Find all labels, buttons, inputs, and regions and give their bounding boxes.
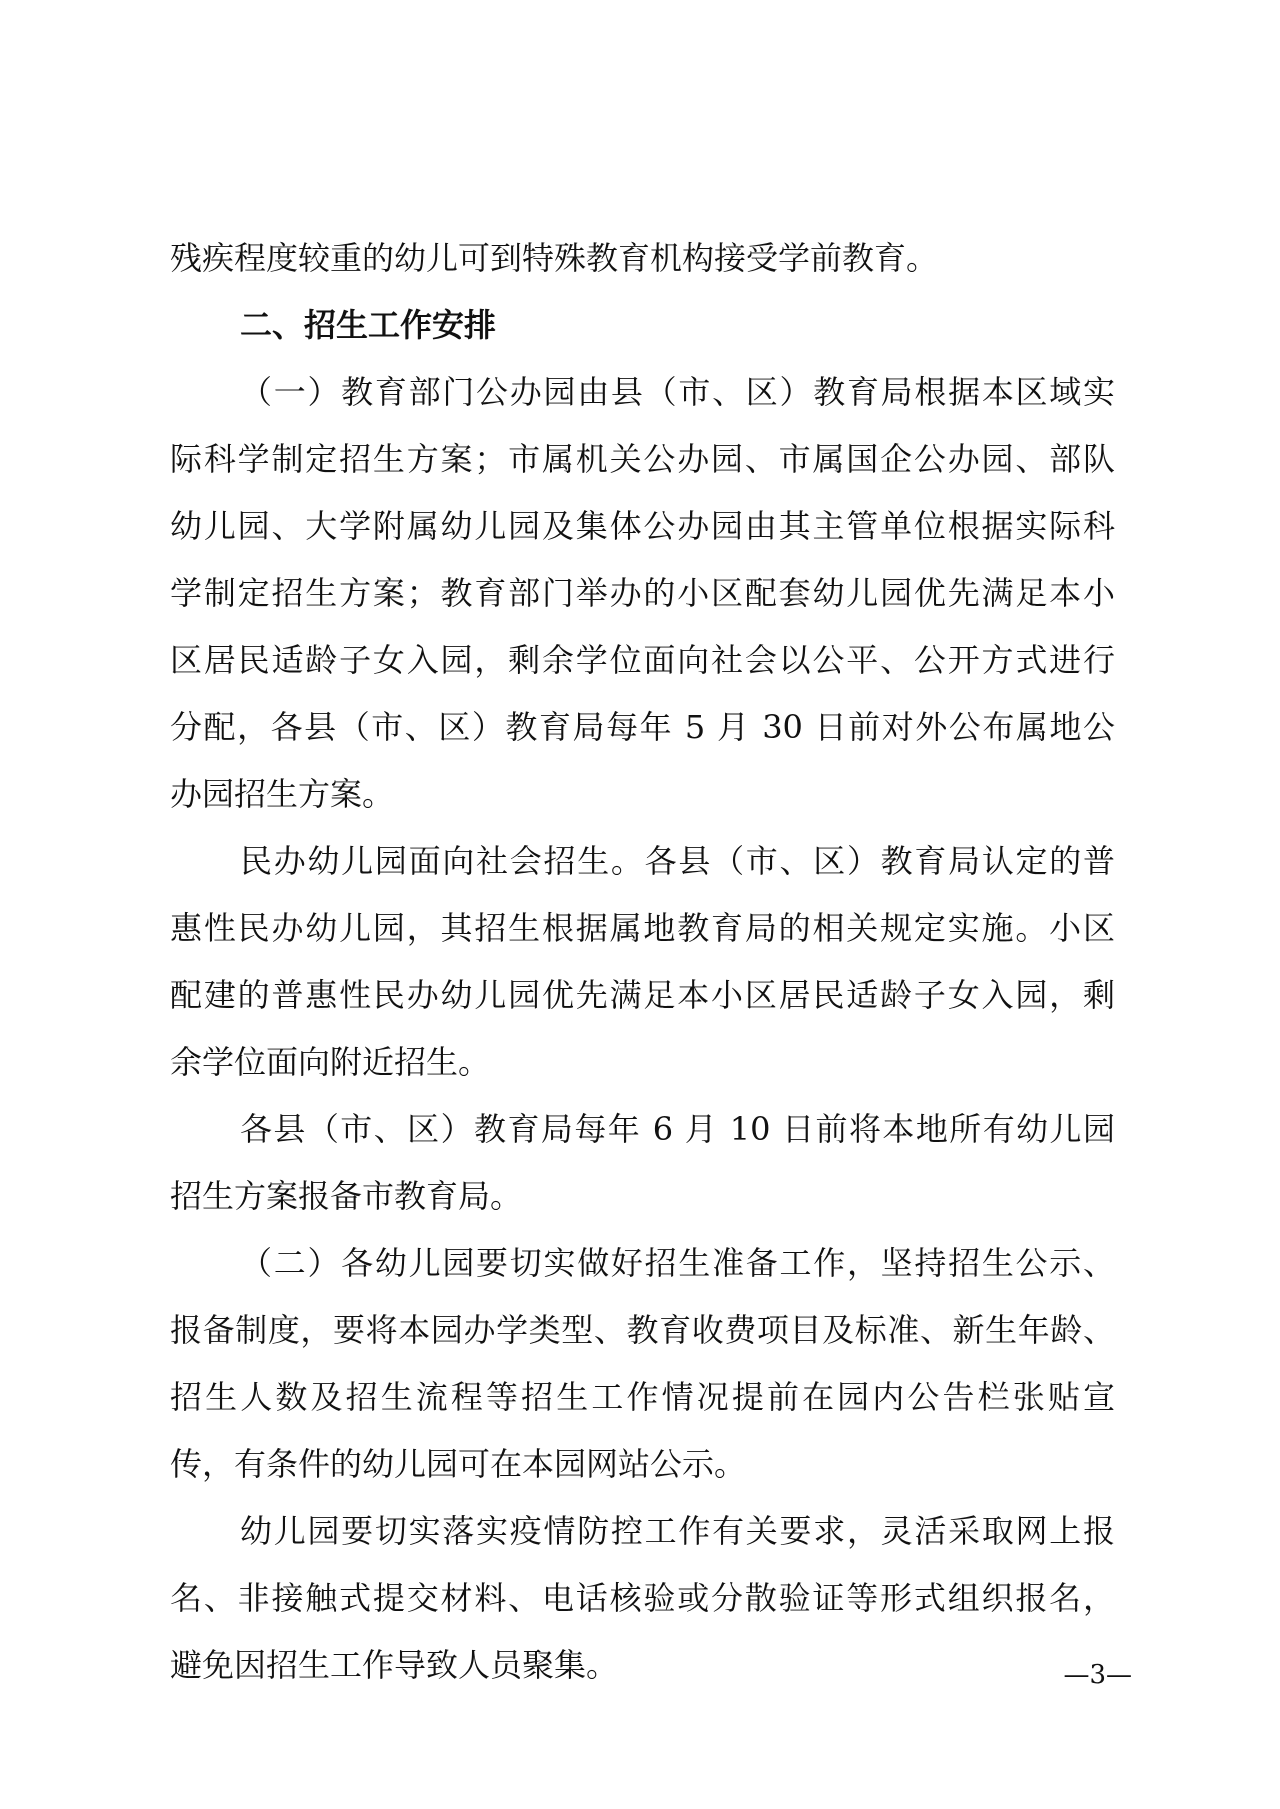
text-line: 传，有条件的幼儿园可在本园网站公示。 xyxy=(170,1445,747,1483)
document-body xyxy=(170,225,1115,1699)
text-line: 避免因招生工作导致人员聚集。 xyxy=(170,1646,619,1684)
paragraph-epidemic-prevention xyxy=(170,1498,1115,1699)
paragraph-enrollment-preparation xyxy=(170,1230,1115,1498)
paragraph-filing-deadline xyxy=(170,1096,1115,1230)
paragraph-continuation xyxy=(170,225,1115,292)
text-line: 幼儿园要切实落实疫情防控工作有关要求，灵活采取网上报 xyxy=(240,1512,1115,1550)
paragraph-private-kindergarten xyxy=(170,828,1115,1096)
text-line: 区居民适龄子女入园，剩余学位面向社会以公平、公开方式进行 xyxy=(170,641,1115,679)
text-line: 残疾程度较重的幼儿可到特殊教育机构接受学前教育。 xyxy=(170,239,939,277)
text-line: 幼儿园、大学附属幼儿园及集体公办园由其主管单位根据实际科 xyxy=(170,507,1115,545)
paragraph-public-kindergarten xyxy=(170,359,1115,828)
text-line: 招生人数及招生流程等招生工作情况提前在园内公告栏张贴宣 xyxy=(170,1378,1115,1416)
text-line: 各县（市、区）教育局每年 6 月 10 日前将本地所有幼儿园 xyxy=(240,1110,1115,1148)
text-line: 报备制度，要将本园办学类型、教育收费项目及标准、新生年龄、 xyxy=(170,1311,1115,1349)
text-line: 名、非接触式提交材料、电话核验或分散验证等形式组织报名， xyxy=(170,1579,1115,1617)
text-line: 招生方案报备市教育局。 xyxy=(170,1177,523,1215)
text-line: 配建的普惠性民办幼儿园优先满足本小区居民适龄子女入园，剩 xyxy=(170,976,1115,1014)
text-line: 余学位面向附近招生。 xyxy=(170,1043,491,1081)
text-line: （一）教育部门公办园由县（市、区）教育局根据本区域实 xyxy=(240,373,1115,411)
text-line: 分配，各县（市、区）教育局每年 5 月 30 日前对外公布属地公 xyxy=(170,708,1115,746)
section-heading: 二、招生工作安排 xyxy=(240,306,497,344)
text-line: 办园招生方案。 xyxy=(170,775,395,813)
text-line: 学制定招生方案；教育部门举办的小区配套幼儿园优先满足本小 xyxy=(170,574,1115,612)
text-line: 民办幼儿园面向社会招生。各县（市、区）教育局认定的普 xyxy=(240,842,1115,880)
text-line: 惠性民办幼儿园，其招生根据属地教育局的相关规定实施。小区 xyxy=(170,909,1115,947)
page-number: —3— xyxy=(1063,1660,1132,1690)
text-line: （二）各幼儿园要切实做好招生准备工作，坚持招生公示、 xyxy=(240,1244,1115,1282)
text-line: 际科学制定招生方案；市属机关公办园、市属国企公办园、部队 xyxy=(170,440,1115,478)
